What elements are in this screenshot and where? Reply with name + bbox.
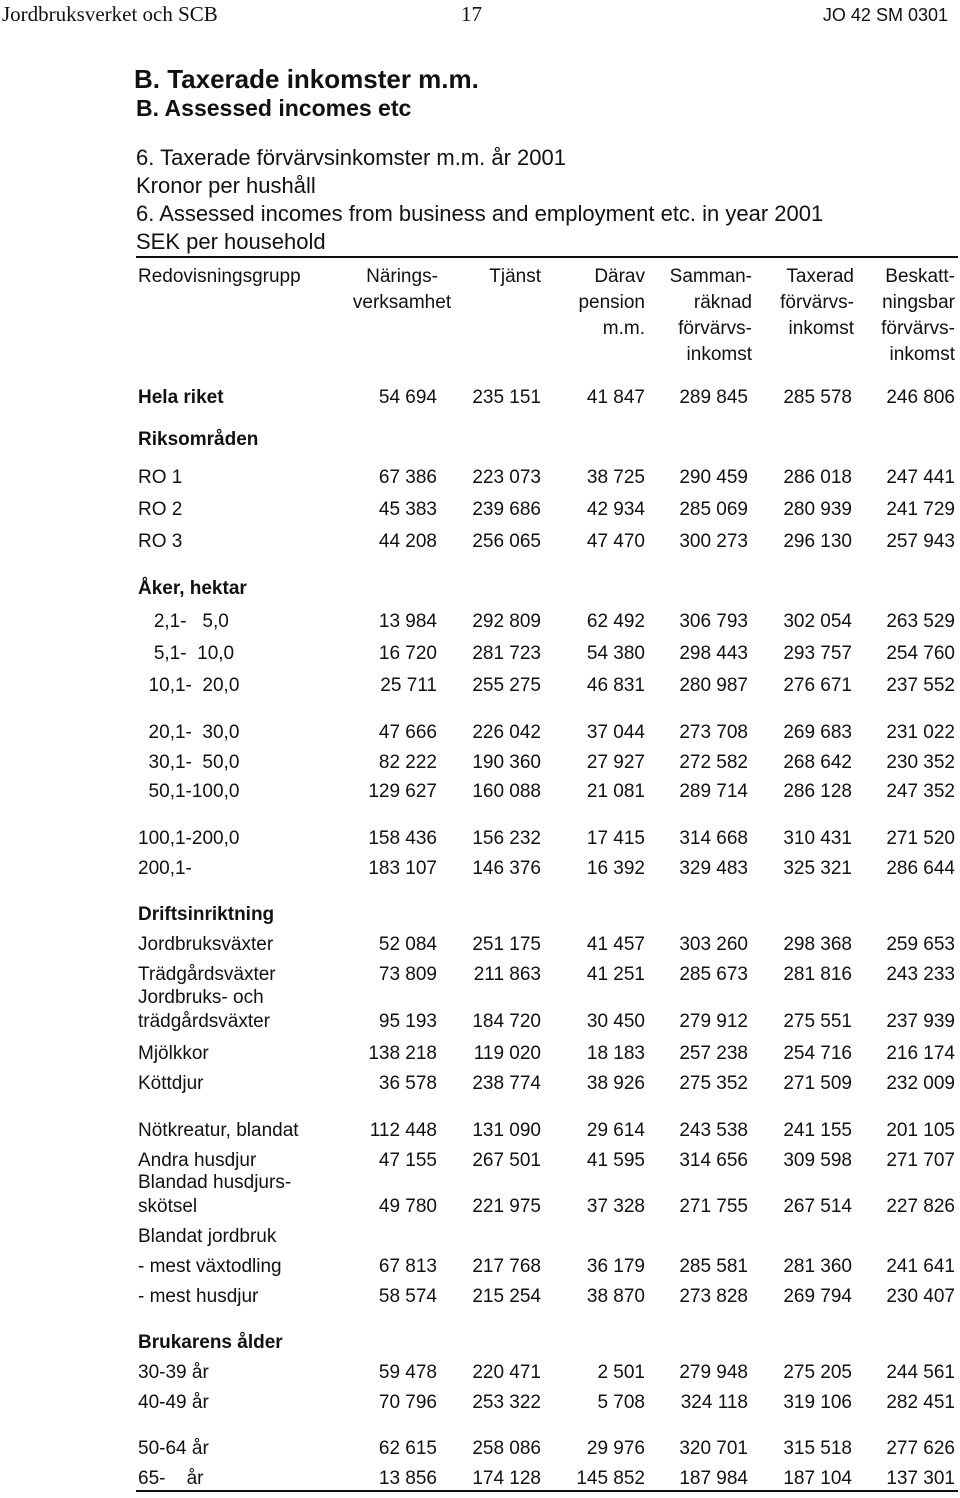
table-cell: 273 708: [679, 722, 748, 743]
table-cell: 41 251: [586, 964, 645, 985]
table-cell: 238 774: [472, 1073, 541, 1094]
table-cell: 314 668: [679, 828, 748, 849]
table-cell: 300 273: [679, 531, 748, 552]
table-cell: 306 793: [679, 611, 748, 632]
row-label: Trädgårdsväxter: [138, 964, 276, 985]
table-cell: 271 520: [886, 828, 955, 849]
table-cell: 54 694: [378, 387, 437, 408]
table-row: [0, 1120, 960, 1146]
table-cell: 281 360: [783, 1256, 852, 1277]
table-cell: 13 856: [378, 1468, 437, 1489]
row-label: 10,1- 20,0: [138, 675, 240, 696]
table-cell: 41 457: [586, 934, 645, 955]
table-cell: 220 471: [472, 1362, 541, 1383]
column-header-taxerad: Taxerad förvärvs- inkomst: [780, 266, 854, 339]
table-row: [0, 752, 960, 778]
table-cell: 325 321: [783, 858, 852, 879]
table-row: [0, 387, 960, 413]
table-cell: 67 813: [378, 1256, 437, 1277]
table-cell: 38 870: [586, 1286, 645, 1307]
table-cell: 243 538: [679, 1120, 748, 1141]
table-cell: 18 183: [586, 1043, 645, 1064]
column-header-sammanraknad: Samman- räknad förvärvs- inkomst: [669, 266, 752, 365]
table-cell: 275 551: [783, 1011, 852, 1032]
table-cell: 25 711: [380, 675, 437, 696]
table-cell: 174 128: [472, 1468, 541, 1489]
section-heading: Hela riket: [138, 387, 224, 408]
table-cell: 138 218: [368, 1043, 437, 1064]
table-cell: 324 118: [680, 1392, 748, 1413]
table-row: [0, 531, 960, 557]
table-cell: 289 714: [679, 781, 748, 802]
table-row: [0, 499, 960, 525]
table-cell: 309 598: [783, 1150, 852, 1171]
table-row: [0, 1286, 960, 1312]
table-cell: 95 193: [378, 1011, 437, 1032]
section-heading: Driftsinriktning: [138, 904, 275, 925]
table-cell: 38 725: [586, 467, 645, 488]
row-label: 30-39 år: [138, 1362, 209, 1383]
column-header-tjanst: Tjänst: [489, 266, 541, 287]
table-row: [0, 1043, 960, 1069]
table-cell: 320 701: [679, 1438, 748, 1459]
table-cell: 47 155: [378, 1150, 437, 1171]
table-cell: 52 084: [378, 934, 437, 955]
row-label: 40-49 år: [138, 1392, 209, 1413]
table-cell: 257 943: [886, 531, 955, 552]
table-cell: 82 222: [378, 752, 437, 773]
table-cell: 158 436: [368, 828, 437, 849]
table-cell: 30 450: [586, 1011, 645, 1032]
bottom-rule: [136, 1490, 958, 1492]
table-cell: 131 090: [472, 1120, 541, 1141]
table-cell: 237 552: [886, 675, 955, 696]
table-cell: 285 673: [679, 964, 748, 985]
table-unit-en: SEK per household: [136, 229, 326, 254]
table-cell: 54 380: [586, 643, 645, 664]
table-cell: 303 260: [679, 934, 748, 955]
column-header-beskattningsbar: Beskatt- ningsbar förvärvs- inkomst: [881, 266, 955, 365]
table-cell: 263 529: [886, 611, 955, 632]
table-row: [0, 643, 960, 669]
page-header-left: Jordbruksverket och SCB: [2, 2, 218, 26]
table-cell: 119 020: [473, 1043, 541, 1064]
table-cell: 271 707: [886, 1150, 955, 1171]
row-label: 200,1-: [138, 858, 192, 879]
table-cell: 211 863: [473, 964, 541, 985]
section-heading: Brukarens ålder: [138, 1332, 283, 1353]
table-row: [0, 1438, 960, 1464]
table-cell: 16 392: [586, 858, 645, 879]
table-cell: 29 614: [586, 1120, 645, 1141]
table-cell: 47 666: [378, 722, 437, 743]
table-cell: 292 809: [472, 611, 541, 632]
table-cell: 156 232: [472, 828, 541, 849]
row-label: Mjölkkor: [138, 1043, 209, 1064]
table-cell: 146 376: [472, 858, 541, 879]
table-cell: 298 368: [783, 934, 852, 955]
table-cell: 237 939: [886, 1011, 955, 1032]
table-row: [0, 1256, 960, 1282]
table-cell: 319 106: [783, 1392, 852, 1413]
table-cell: 129 627: [368, 781, 437, 802]
row-label: 100,1-200,0: [138, 828, 240, 849]
table-cell: 271 509: [783, 1073, 852, 1094]
table-row: [0, 1362, 960, 1388]
table-cell: 21 081: [586, 781, 645, 802]
table-cell: 285 578: [783, 387, 852, 408]
table-row: [0, 578, 960, 604]
row-label: Nötkreatur, blandat: [138, 1120, 299, 1141]
table-cell: 275 352: [679, 1073, 748, 1094]
table-cell: 184 720: [472, 1011, 541, 1032]
table-cell: 310 431: [783, 828, 852, 849]
table-cell: 42 934: [586, 499, 645, 520]
table-cell: 246 806: [886, 387, 955, 408]
table-row: [0, 1332, 960, 1358]
table-row: [0, 987, 960, 1037]
table-cell: 223 073: [472, 467, 541, 488]
row-label: 50-64 år: [138, 1438, 209, 1459]
section-title-sv: B. Taxerade inkomster m.m.: [134, 64, 479, 94]
table-cell: 201 105: [886, 1120, 955, 1141]
table-row: [0, 934, 960, 960]
table-cell: 272 582: [679, 752, 748, 773]
table-cell: 296 130: [783, 531, 852, 552]
row-label-line1: Jordbruks- och: [138, 987, 264, 1008]
table-cell: 36 578: [378, 1073, 437, 1094]
table-cell: 315 518: [783, 1438, 852, 1459]
table-cell: 290 459: [679, 467, 748, 488]
row-label: 2,1- 5,0: [138, 611, 229, 632]
row-label: Köttdjur: [138, 1073, 204, 1094]
table-cell: 27 927: [586, 752, 645, 773]
table-cell: 58 574: [378, 1286, 437, 1307]
table-cell: 16 720: [378, 643, 437, 664]
table-cell: 37 044: [586, 722, 645, 743]
table-cell: 285 069: [679, 499, 748, 520]
table-title-en: 6. Assessed incomes from business and employment etc. in year 2001: [136, 201, 824, 226]
table-cell: 216 174: [886, 1043, 955, 1064]
table-cell: 257 238: [679, 1043, 748, 1064]
table-cell: 231 022: [886, 722, 955, 743]
table-cell: 298 443: [679, 643, 748, 664]
table-row: [0, 904, 960, 930]
row-label: Andra husdjur: [138, 1150, 257, 1171]
column-header-naringsverksamhet: Närings- verksamhet: [352, 266, 452, 313]
table-cell: 253 322: [472, 1392, 541, 1413]
section-title-en: B. Assessed incomes etc: [136, 95, 412, 121]
table-cell: 2 501: [597, 1362, 645, 1383]
table-cell: 329 483: [679, 858, 748, 879]
table-cell: 38 926: [586, 1073, 645, 1094]
table-cell: 280 987: [679, 675, 748, 696]
table-row: [0, 1226, 960, 1252]
table-cell: 286 128: [783, 781, 852, 802]
table-cell: 5 708: [597, 1392, 645, 1413]
table-cell: 41 595: [586, 1150, 645, 1171]
table-cell: 255 275: [472, 675, 541, 696]
table-cell: 183 107: [368, 858, 437, 879]
table-cell: 41 847: [586, 387, 645, 408]
row-label: Blandat jordbruk: [138, 1226, 277, 1247]
table-cell: 302 054: [783, 611, 852, 632]
table-cell: 62 615: [378, 1438, 437, 1459]
page-header-right: JO 42 SM 0301: [822, 5, 948, 25]
row-label: Jordbruksväxter: [138, 934, 274, 955]
table-row: [0, 1073, 960, 1099]
table-cell: 226 042: [472, 722, 541, 743]
row-label: RO 2: [138, 499, 183, 520]
table-cell: 279 948: [679, 1362, 748, 1383]
table-cell: 259 653: [886, 934, 955, 955]
table-cell: 268 642: [783, 752, 852, 773]
row-label: - mest växtodling: [138, 1256, 282, 1277]
table-cell: 254 716: [783, 1043, 852, 1064]
table-cell: 247 352: [886, 781, 955, 802]
table-cell: 277 626: [886, 1438, 955, 1459]
table-cell: 267 514: [783, 1196, 852, 1217]
table-cell: 70 796: [378, 1392, 437, 1413]
table-row: [0, 467, 960, 493]
table-cell: 285 581: [679, 1256, 748, 1277]
column-header-pension: Därav pension m.m.: [578, 266, 645, 339]
table-cell: 215 254: [472, 1286, 541, 1307]
row-label: trädgårdsväxter: [138, 1011, 271, 1032]
table-cell: 281 723: [472, 643, 541, 664]
table-cell: 286 644: [886, 858, 955, 879]
table-cell: 286 018: [783, 467, 852, 488]
table-cell: 47 470: [586, 531, 645, 552]
table-cell: 36 179: [586, 1256, 645, 1277]
table-cell: 230 407: [886, 1286, 955, 1307]
table-cell: 62 492: [586, 611, 645, 632]
table-row: [0, 1392, 960, 1418]
table-cell: 289 845: [679, 387, 748, 408]
table-cell: 235 151: [472, 387, 541, 408]
section-heading: Riksområden: [138, 429, 259, 450]
table-cell: 221 975: [472, 1196, 541, 1217]
table-cell: 280 939: [783, 499, 852, 520]
table-title-sv: 6. Taxerade förvärvsinkomster m.m. år 2001: [136, 145, 566, 170]
table-cell: 244 561: [886, 1362, 955, 1383]
table-cell: 45 383: [378, 499, 437, 520]
table-cell: 241 155: [783, 1120, 852, 1141]
table-cell: 281 816: [783, 964, 852, 985]
table-cell: 190 360: [472, 752, 541, 773]
table-cell: 230 352: [886, 752, 955, 773]
table-cell: 243 233: [886, 964, 955, 985]
row-label: skötsel: [138, 1196, 198, 1217]
table-row: [0, 858, 960, 884]
table-cell: 17 415: [586, 828, 645, 849]
table-cell: 275 205: [783, 1362, 852, 1383]
table-cell: 282 451: [886, 1392, 955, 1413]
row-label: RO 3: [138, 531, 183, 552]
table-row: [0, 722, 960, 748]
table-cell: 314 656: [679, 1150, 748, 1171]
table-cell: 46 831: [586, 675, 645, 696]
row-label: 50,1-100,0: [138, 781, 240, 802]
table-cell: 276 671: [783, 675, 852, 696]
table-cell: 137 301: [886, 1468, 955, 1489]
row-label: 5,1- 10,0: [138, 643, 235, 664]
table-cell: 241 729: [886, 499, 955, 520]
table-cell: 271 755: [679, 1196, 748, 1217]
table-cell: 29 976: [586, 1438, 645, 1459]
table-cell: 217 768: [472, 1256, 541, 1277]
table-cell: 160 088: [472, 781, 541, 802]
table-cell: 258 086: [472, 1438, 541, 1459]
table-cell: 267 501: [472, 1150, 541, 1171]
table-cell: 241 641: [886, 1256, 955, 1277]
page-number: 17: [461, 2, 482, 26]
table-cell: 251 175: [472, 934, 541, 955]
table-cell: 13 984: [378, 611, 437, 632]
table-cell: 254 760: [886, 643, 955, 664]
table-cell: 187 104: [783, 1468, 852, 1489]
table-cell: 273 828: [679, 1286, 748, 1307]
table-cell: 247 441: [886, 467, 955, 488]
table-row: [0, 675, 960, 701]
table-cell: 145 852: [576, 1468, 645, 1489]
row-label: 30,1- 50,0: [138, 752, 240, 773]
table-cell: 293 757: [783, 643, 852, 664]
row-label-line1: Blandad husdjurs-: [138, 1172, 292, 1193]
table-cell: 112 448: [369, 1120, 437, 1141]
row-label: 65- år: [138, 1468, 204, 1489]
table-cell: 73 809: [378, 964, 437, 985]
table-row: [0, 781, 960, 807]
table-row: [0, 828, 960, 854]
table-row: [0, 611, 960, 637]
table-cell: 227 826: [886, 1196, 955, 1217]
table-cell: 37 328: [586, 1196, 645, 1217]
table-cell: 256 065: [472, 531, 541, 552]
table-cell: 44 208: [378, 531, 437, 552]
row-label: - mest husdjur: [138, 1286, 259, 1307]
row-label: 20,1- 30,0: [138, 722, 240, 743]
table-cell: 269 683: [783, 722, 852, 743]
table-cell: 49 780: [378, 1196, 437, 1217]
table-row: [0, 429, 960, 455]
table-row: [0, 1172, 960, 1222]
table-cell: 269 794: [783, 1286, 852, 1307]
table-cell: 279 912: [679, 1011, 748, 1032]
table-unit-sv: Kronor per hushåll: [136, 173, 316, 198]
row-label: RO 1: [138, 467, 183, 488]
table-cell: 59 478: [378, 1362, 437, 1383]
column-header-group: Redovisningsgrupp: [138, 266, 301, 287]
table-cell: 67 386: [378, 467, 437, 488]
table-cell: 187 984: [679, 1468, 748, 1489]
table-cell: 239 686: [472, 499, 541, 520]
section-heading: Åker, hektar: [138, 578, 247, 599]
table-cell: 232 009: [886, 1073, 955, 1094]
